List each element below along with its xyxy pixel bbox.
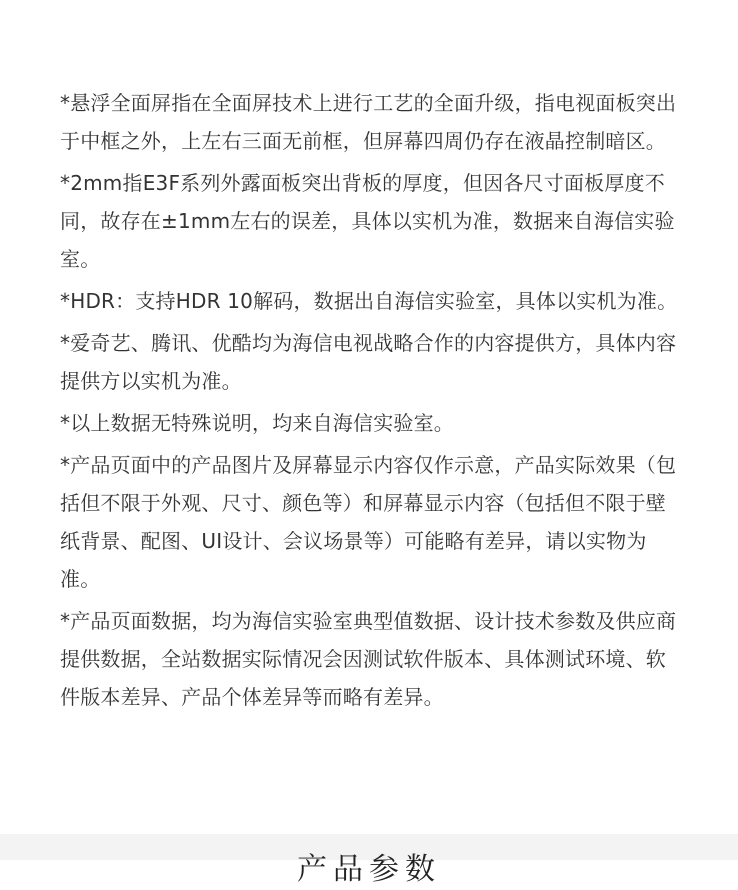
note-hdr: *HDR：支持HDR 10解码，数据出自海信实验室，具体以实机为准。 xyxy=(60,289,678,313)
note-panel-thickness: *2mm指E3F系列外露面板突出背板的厚度，但因各尺寸面板厚度不同，故存在±1mm左右的误差，具体以实机为准，数据来自海信实验室。 xyxy=(60,171,675,271)
note-content-partners: *爱奇艺、腾讯、优酷均为海信电视战略合作的内容提供方，具体内容提供方以实机为准。 xyxy=(60,331,677,393)
note-page-data: *产品页面数据，均为海信实验室典型值数据、设计技术参数及供应商提供数据，全站数据实际情况会因测试软件版本、具体测试环境、软件版本差异、产品个体差异等而略有差异。 xyxy=(60,609,677,709)
disclaimer-notes xyxy=(60,84,680,716)
next-section-band xyxy=(0,834,738,887)
note-image-illustration: *产品页面中的产品图片及屏幕显示内容仅作示意，产品实际效果（包括但不限于外观、尺寸、颜色等）和屏幕显示内容（包括但不限于壁纸背景、配图、UI设计、会议场景等）可能略有差异，请以实物为准。 xyxy=(60,453,677,591)
note-data-source: *以上数据无特殊说明，均来自海信实验室。 xyxy=(60,411,454,435)
next-section-title: 产品参数 xyxy=(297,852,441,887)
note-floating-screen: *悬浮全面屏指在全面屏技术上进行工艺的全面升级，指电视面板突出于中框之外，上左右三面无前框，但屏幕四周仍存在液晶控制暗区。 xyxy=(60,91,677,153)
